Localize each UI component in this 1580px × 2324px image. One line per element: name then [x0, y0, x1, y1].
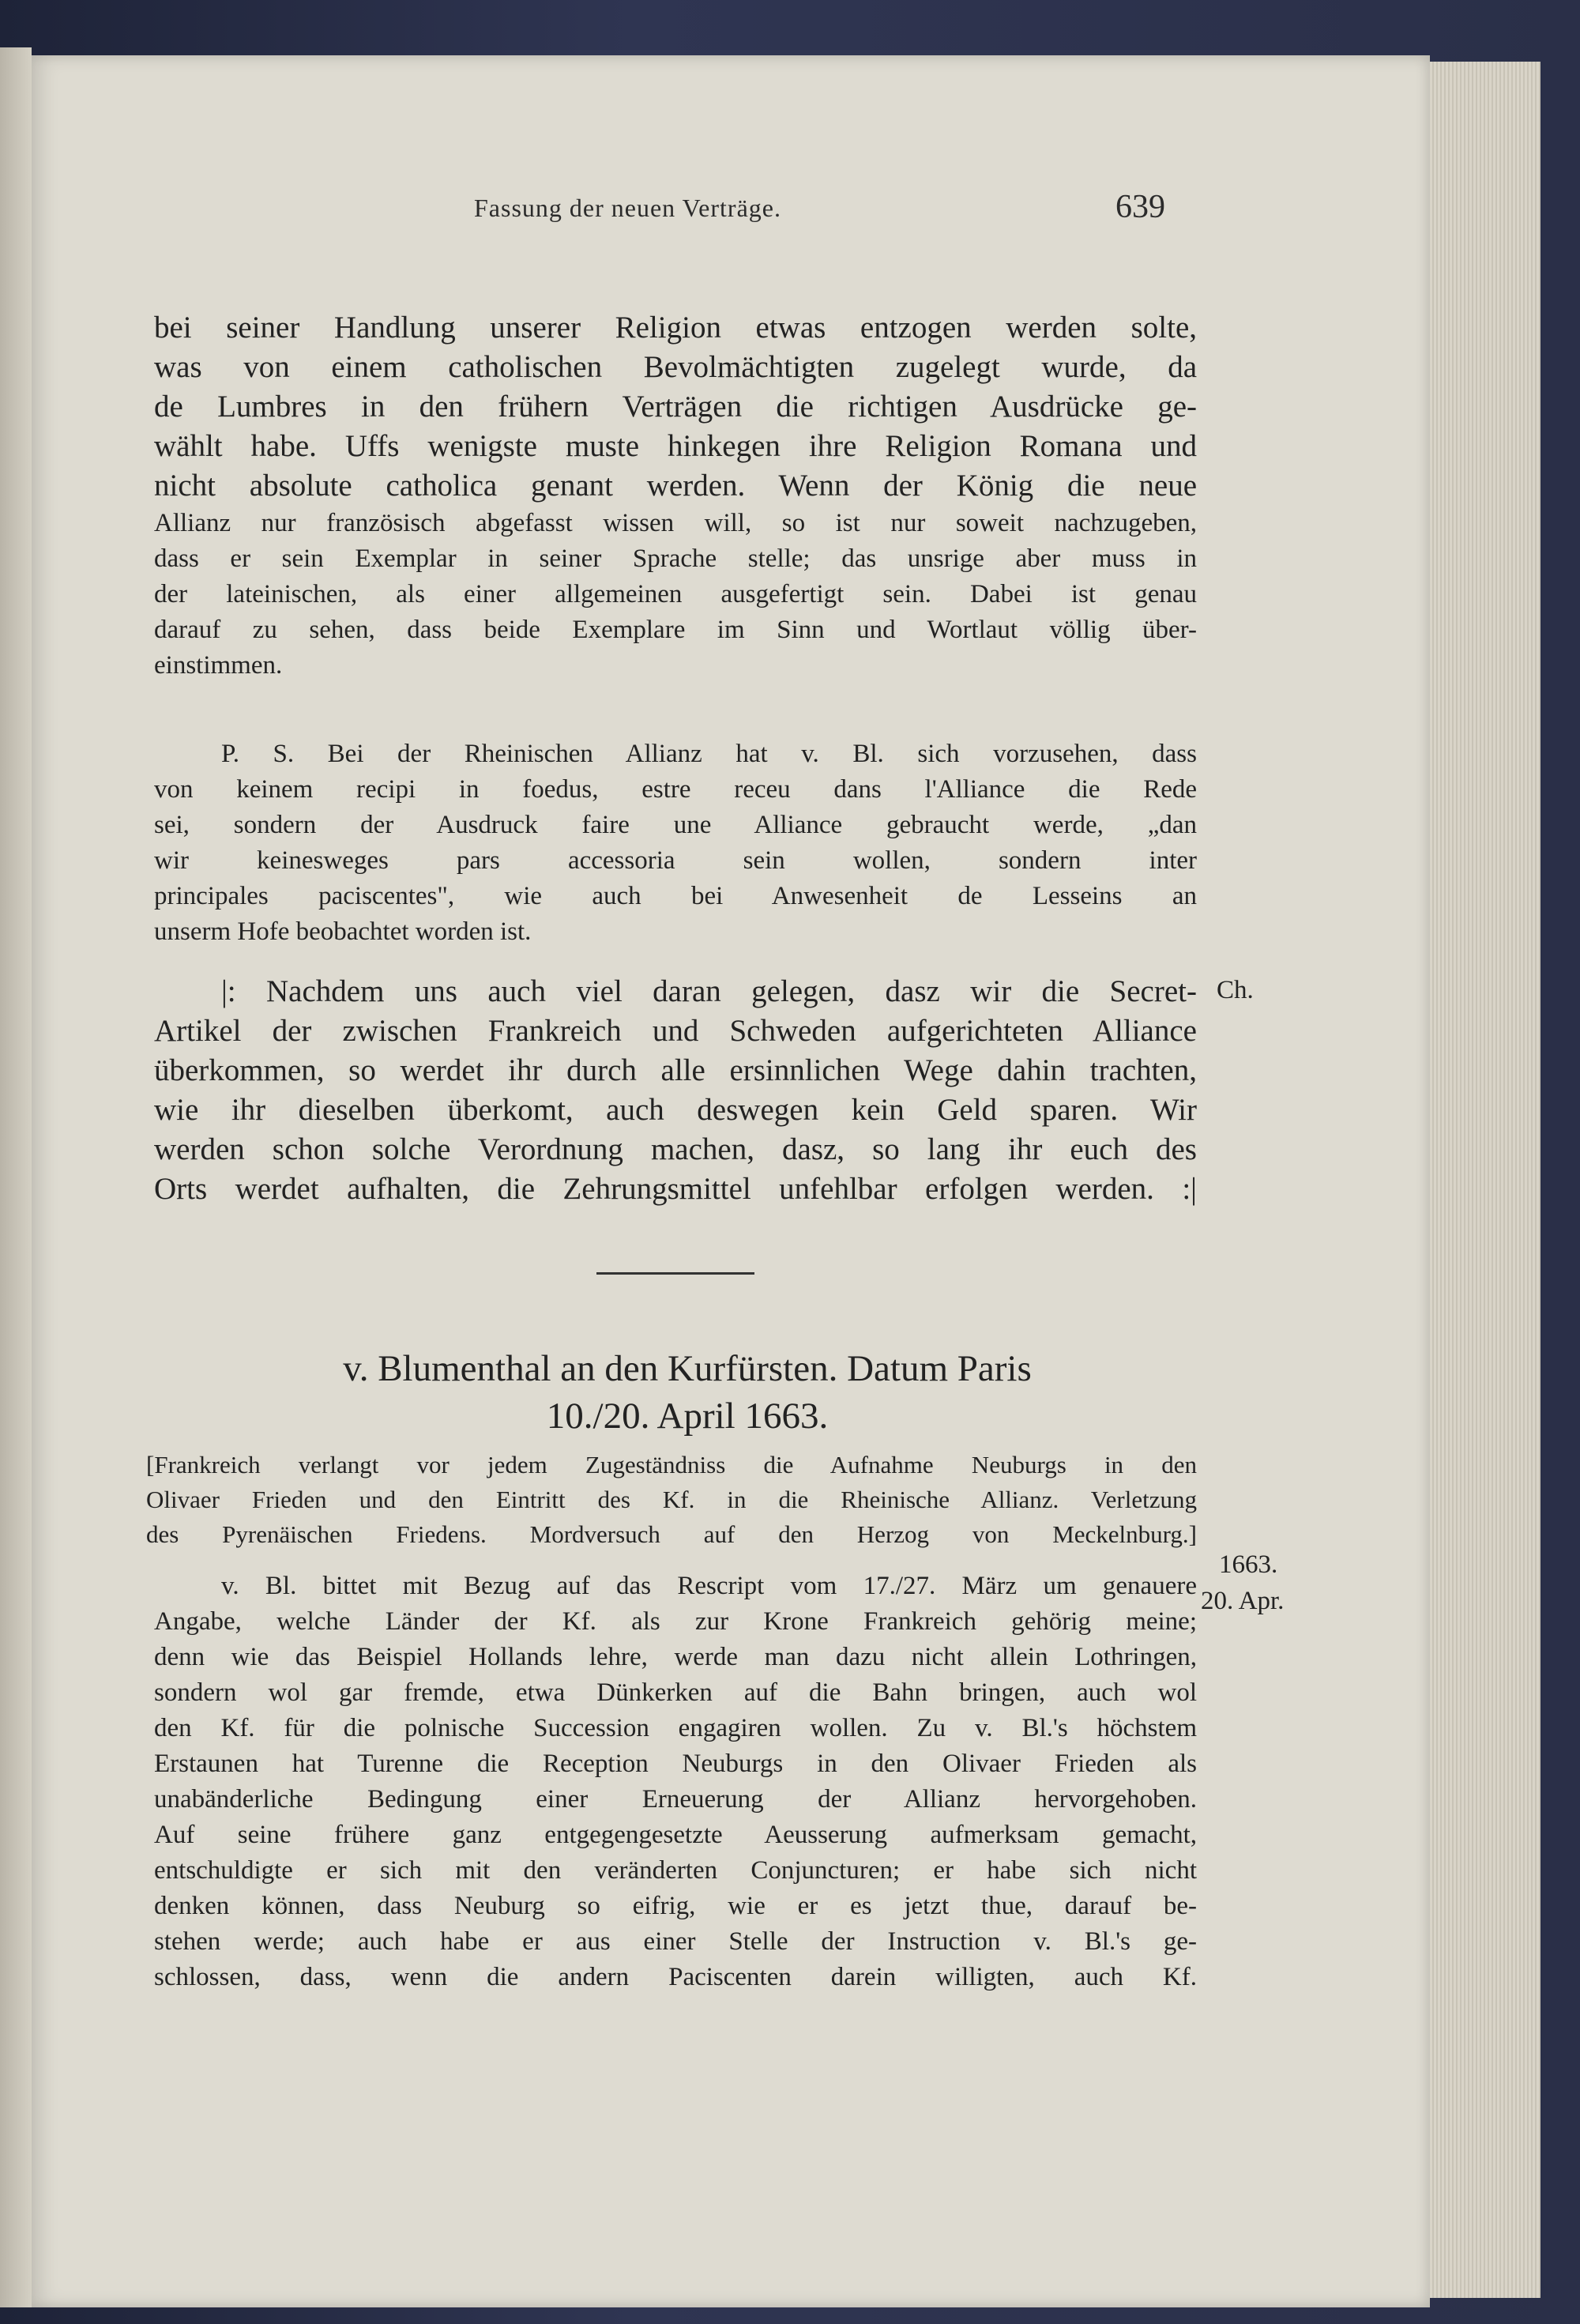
text-line: wir keinesweges pars accessoria sein wollen, sondern inter	[154, 846, 1197, 875]
left-page-edge	[0, 47, 32, 2307]
text-line: |: Nachdem uns auch viel daran gelegen, dasz wir die Secret-	[221, 974, 1197, 1008]
text-line: was von einem catholischen Bevolmächtigten zugelegt wurde, da	[154, 350, 1197, 384]
text-line: denn wie das Beispiel Hollands lehre, werde man dazu nicht allein Lothringen,	[154, 1643, 1197, 1671]
text-line: Angabe, welche Länder der Kf. als zur Krone Frankreich gehörig meine;	[154, 1607, 1197, 1636]
text-line: Artikel der zwischen Frankreich und Schweden aufgerichteten Alliance	[154, 1014, 1197, 1048]
text-line: sondern wol gar fremde, etwa Dünkerken auf die Bahn bringen, auch wol	[154, 1678, 1197, 1707]
summary-line: des Pyrenäischen Friedens. Mordversuch auf den Herzog von Meckelnburg.]	[146, 1520, 1197, 1548]
document-summary	[146, 1448, 1197, 1552]
margin-note-year: 1663.	[1219, 1550, 1278, 1579]
page-stack-edge	[1422, 62, 1540, 2298]
summary-line: Olivaer Frieden und den Eintritt des Kf. in die Rheinische Allianz. Verletzung	[146, 1486, 1197, 1513]
margin-note-ch: Ch.	[1217, 976, 1254, 1004]
text-line: entschuldigte er sich mit den veränderten Conjuncturen; er habe sich nicht	[154, 1856, 1197, 1885]
text-line: von keinem recipi in foedus, estre receu dans l'Alliance die Rede	[154, 775, 1197, 804]
text-line: schlossen, dass, wenn die andern Paciscenten darein willigten, auch Kf.	[154, 1963, 1197, 1991]
margin-note-date: 20. Apr.	[1201, 1587, 1285, 1615]
text-line: P. S. Bei der Rheinischen Allianz hat v. Bl. sich vorzusehen, dass	[221, 740, 1197, 768]
document-title	[190, 1345, 1185, 1440]
text-line: bei seiner Handlung unserer Religion etwas entzogen werden solte,	[154, 311, 1197, 345]
text-line: nicht absolute catholica genant werden. Wenn der König die neue	[154, 469, 1197, 503]
text-line: wie ihr dieselben überkomt, auch deswegen kein Geld sparen. Wir	[154, 1093, 1197, 1127]
text-line: v. Bl. bittet mit Bezug auf das Rescript vom 17./27. März um genauere	[221, 1572, 1197, 1600]
text-line: de Lumbres in den frühern Verträgen die richtigen Ausdrücke ge-	[154, 390, 1197, 424]
running-title: Fassung der neuen Verträge.	[474, 194, 781, 222]
paragraph-secret-articles	[154, 972, 1197, 1209]
document-title-line-2: 10./20. April 1663.	[546, 1396, 829, 1437]
text-line: denken können, dass Neuburg so eifrig, wie er es jetzt thue, darauf be-	[154, 1892, 1197, 1920]
text-line: unabänderliche Bedingung einer Erneuerung der Allianz hervorgehoben.	[154, 1785, 1197, 1814]
text-line: Orts werdet aufhalten, die Zehrungsmittel unfehlbar erfolgen werden. :|	[154, 1172, 1197, 1206]
text-line: überkommen, so werdet ihr durch alle ersinnlichen Wege dahin trachten,	[154, 1053, 1197, 1087]
text-line: darauf zu sehen, dass beide Exemplare im Sinn und Wortlaut völlig über-	[154, 616, 1197, 644]
book-page	[32, 55, 1430, 2307]
text-line: dass er sein Exemplar in seiner Sprache stelle; das unsrige aber muss in	[154, 544, 1197, 573]
text-line: den Kf. für die polnische Succession engagiren wollen. Zu v. Bl.'s höchstem	[154, 1714, 1197, 1742]
text-line: Erstaunen hat Turenne die Reception Neuburgs in den Olivaer Frieden als	[154, 1750, 1197, 1778]
text-line: principales paciscentes", wie auch bei Anwesenheit de Lesseins an	[154, 882, 1197, 910]
text-line: einstimmen.	[154, 651, 283, 680]
text-line: wählt habe. Uffs wenigste muste hinkegen ihre Religion Romana und	[154, 429, 1197, 463]
summary-line: [Frankreich verlangt vor jedem Zugeständniss die Aufnahme Neuburgs in den	[146, 1451, 1197, 1478]
text-line: der lateinischen, als einer allgemeinen ausgefertigt sein. Dabei ist genau	[154, 580, 1197, 608]
text-line: stehen werde; auch habe er aus einer Stelle der Instruction v. Bl.'s ge-	[154, 1927, 1197, 1956]
page-number: 639	[1115, 189, 1165, 225]
paragraph-postscript	[154, 736, 1197, 950]
text-line: sei, sondern der Ausdruck faire une Alliance gebraucht werde, „dan	[154, 811, 1197, 839]
section-divider	[596, 1272, 754, 1275]
text-line: unserm Hofe beobachtet worden ist.	[154, 917, 532, 946]
paragraph-1	[154, 308, 1197, 684]
text-line: werden schon solche Verordnung machen, dasz, so lang ihr euch des	[154, 1132, 1197, 1166]
text-line: Auf seine frühere ganz entgegengesetzte Aeusserung aufmerksam gemacht,	[154, 1821, 1197, 1849]
text-line: Allianz nur französisch abgefasst wissen will, so ist nur soweit nachzugeben,	[154, 509, 1197, 537]
document-title-line-1: v. Blumenthal an den Kurfürsten. Datum Paris	[343, 1348, 1032, 1389]
paragraph-letter-body	[154, 1569, 1197, 1995]
